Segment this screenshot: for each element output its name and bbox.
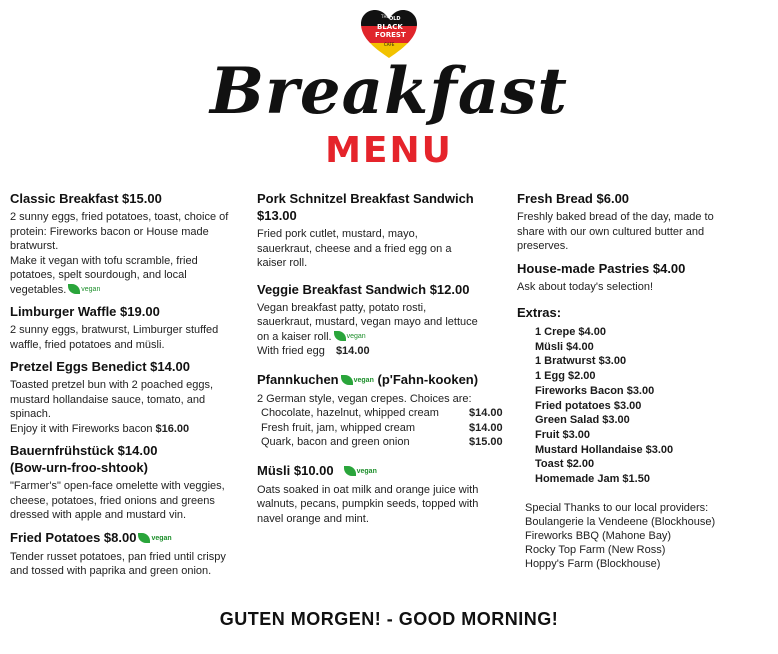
vegan-leaf-icon: vegan — [341, 372, 374, 389]
footer-greeting: GUTEN MORGEN! - GOOD MORNING! — [219, 609, 559, 629]
menu-item — [257, 190, 507, 271]
item-title: Pfannkuchen vegan (p'Fahn-kooken) — [257, 371, 507, 389]
menu-item — [257, 281, 507, 359]
item-desc: "Farmer's" open-face omelette with veggies, cheese, potatoes, fried onions and greens dressed with apple and mustard vin. — [10, 480, 225, 522]
item-title: Müsli $10.00 vegan — [257, 462, 507, 480]
thanks-section — [525, 501, 772, 571]
item-title: Pork Schnitzel Breakfast Sandwich $13.00 — [257, 191, 474, 223]
page-title: Breakfast — [210, 54, 568, 129]
vegan-leaf-icon: vegan — [68, 283, 100, 298]
extra-item: 1 Egg $2.00 — [535, 370, 596, 383]
thanks-line: Special Thanks to our local providers: — [525, 501, 709, 514]
extra-item: Homemade Jam $1.50 — [535, 473, 650, 486]
vegan-leaf-icon: vegan — [344, 463, 377, 480]
logo-text-small: THE — [381, 14, 389, 19]
extra-item: Green Salad $3.00 — [535, 414, 630, 427]
item-desc: Toasted pretzel bun with 2 poached eggs, mustard hollandaise sauce, tomato, and spinach. Enjoy it with Fireworks bacon $16.00 — [10, 379, 214, 435]
logo-text-1: OLD — [389, 16, 401, 22]
item-desc: Ask about today's selection! — [517, 280, 654, 293]
extra-item: 1 Crepe $4.00 — [535, 326, 606, 338]
menu-item — [10, 529, 255, 579]
menu-column-1 — [10, 190, 255, 585]
menu-item — [257, 371, 507, 450]
extras-list — [535, 325, 772, 487]
menu-item — [517, 260, 772, 295]
logo-text-2: BLACK — [377, 23, 403, 31]
menu-item — [257, 462, 507, 527]
item-desc: 2 sunny eggs, fried potatoes, toast, choice of protein: Fireworks bacon or House made bratwurst. Make it vegan with tofu scramble, fried potatoes, spelt sourdough, and local vegetables. vegan — [10, 211, 229, 296]
menu-column-2 — [257, 190, 507, 532]
item-title: Pretzel Eggs Benedict $14.00 — [10, 359, 190, 375]
black-forest-logo — [359, 8, 419, 60]
extras-section — [517, 304, 772, 487]
item-desc: 2 German style, vegan crepes. Choices are: — [257, 392, 472, 405]
menu-column-3 — [517, 190, 772, 571]
choice-row: Fresh fruit, jam, whipped cream $14.00 — [261, 421, 503, 434]
choice-row: Quark, bacon and green onion $15.00 — [261, 436, 503, 449]
item-desc: Freshly baked bread of the day, made to share with our own cultured butter and preserves. — [517, 211, 714, 252]
item-title: Bauernfrühstück $14.00 (Bow-urn-froo-shtook) — [10, 443, 158, 476]
extra-item: Müsli $4.00 — [535, 340, 594, 353]
logo-text-3: FOREST — [375, 31, 406, 39]
menu-item — [10, 303, 255, 352]
item-title: Fried Potatoes $8.00 vegan — [10, 529, 255, 547]
extra-item: Fruit $3.00 — [535, 428, 591, 441]
extra-item: Fireworks Bacon $3.00 — [535, 384, 655, 397]
menu-item — [10, 358, 255, 436]
thanks-line: Rocky Top Farm (New Ross) — [525, 543, 666, 556]
vegan-leaf-icon: vegan — [334, 330, 366, 345]
thanks-line: Boulangerie la Vendeene (Blockhouse) — [525, 515, 716, 528]
extra-item: Mustard Hollandaise $3.00 — [535, 443, 674, 456]
menu-item — [10, 442, 255, 523]
item-desc: Oats soaked in oat milk and orange juice with walnuts, pecans, pumpkin seeds, topped with navel orange and mint. — [257, 483, 479, 525]
extra-item: 1 Bratwurst $3.00 — [535, 355, 627, 368]
item-desc: 2 sunny eggs, bratwurst, Limburger stuffed waffle, fried potatoes and müsli. — [10, 324, 219, 351]
thanks-line: Hoppy's Farm (Blockhouse) — [525, 557, 661, 570]
item-title: Veggie Breakfast Sandwich $12.00 — [257, 281, 470, 297]
extras-title: Extras: — [517, 305, 562, 320]
vegan-leaf-icon: vegan — [138, 530, 171, 547]
item-title: House-made Pastries $4.00 — [517, 260, 686, 276]
thanks-line: Fireworks BBQ (Mahone Bay) — [525, 529, 672, 542]
menu-item — [517, 190, 772, 254]
extra-item: Fried potatoes $3.00 — [535, 399, 642, 412]
menu-item — [10, 190, 255, 297]
item-desc: Fried pork cutlet, mustard, mayo, sauerkraut, cheese and a fried egg on a kaiser roll. — [257, 228, 452, 269]
item-title: Fresh Bread $6.00 — [517, 191, 630, 206]
extra-item: Toast $2.00 — [535, 458, 595, 471]
item-desc: Tender russet potatoes, pan fried until crispy and tossed with paprika and green onion. — [10, 550, 226, 578]
item-title: Limburger Waffle $19.00 — [10, 304, 160, 320]
page-subtitle: MENU — [325, 130, 453, 171]
item-desc: Vegan breakfast patty, potato rosti, sauerkraut, mustard, vegan mayo and lettuce on a kaiser roll. vegan With fried egg $14.00 — [257, 301, 478, 358]
choice-row: Chocolate, hazelnut, whipped cream $14.00 — [261, 407, 503, 420]
logo-text-4: CAFE — [384, 42, 395, 47]
item-title: Classic Breakfast $15.00 — [10, 191, 162, 206]
